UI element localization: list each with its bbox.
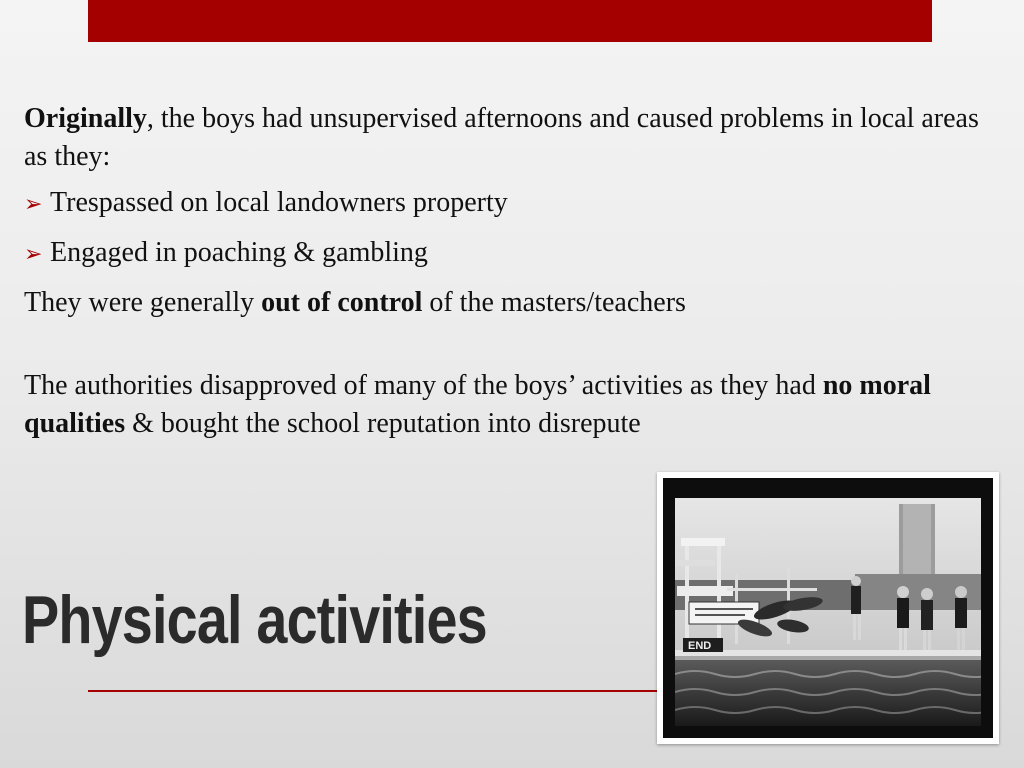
authorities-bold: no moral qualities bbox=[24, 370, 931, 439]
swimming-pool-photo bbox=[663, 478, 993, 738]
control-bold: out of control bbox=[261, 287, 423, 318]
pool-scene-illustration bbox=[675, 498, 981, 726]
bullet-item-poaching bbox=[24, 234, 1009, 274]
control-text-before: They were generally bbox=[24, 287, 262, 318]
intro-bold-lead: Originally bbox=[24, 103, 147, 134]
photo-scene bbox=[675, 498, 981, 726]
top-accent-bar bbox=[88, 0, 932, 42]
title-underline bbox=[88, 690, 668, 692]
bullet-text: Engaged in poaching & gambling bbox=[50, 237, 428, 268]
bullet-item-trespass bbox=[24, 184, 1009, 224]
slide-body bbox=[24, 100, 1009, 443]
bullet-text: Trespassed on local landowners property bbox=[50, 187, 508, 218]
intro-text: , the boys had unsupervised afternoons and caused problems in local areas as they: bbox=[24, 103, 979, 172]
control-text-after: of the masters/teachers bbox=[422, 287, 686, 318]
photo-frame bbox=[657, 472, 999, 744]
authorities-text-after: & bought the school reputation into disrepute bbox=[125, 408, 641, 439]
slide-title: Physical activities bbox=[22, 582, 487, 658]
arrowhead-bullet-icon: ➢ bbox=[24, 192, 43, 217]
control-paragraph bbox=[24, 284, 1009, 322]
authorities-text-before: The authorities disapproved of many of the boys’ activities as they had bbox=[24, 370, 823, 401]
arrowhead-bullet-icon: ➢ bbox=[24, 242, 43, 267]
intro-paragraph bbox=[24, 100, 1009, 176]
authorities-paragraph bbox=[24, 367, 1009, 443]
pool-sign-text: END bbox=[688, 640, 712, 652]
